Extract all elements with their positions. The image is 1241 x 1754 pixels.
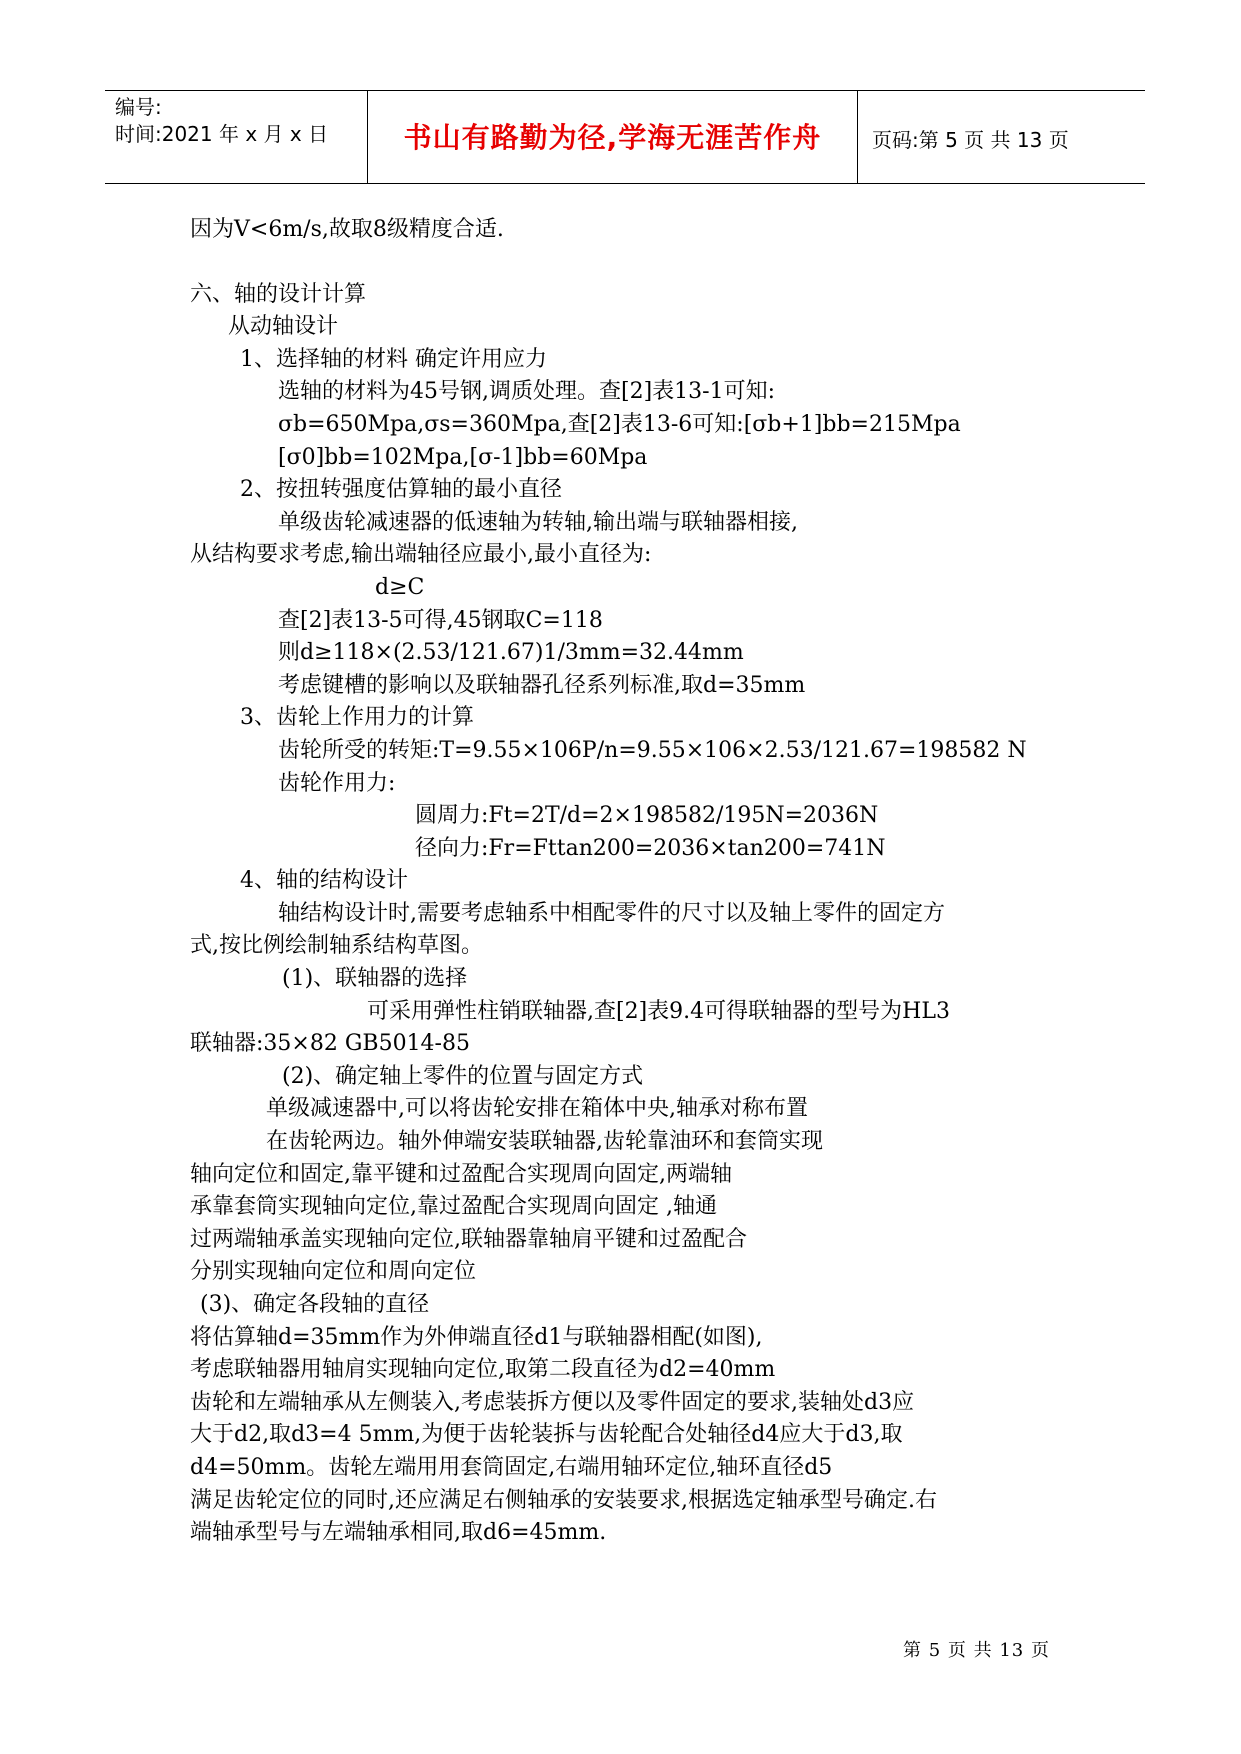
text-line: 单级减速器中,可以将齿轮安排在箱体中央,轴承对称布置 [266, 1096, 808, 1122]
formula-line: 齿轮所受的转矩:T=9.55×106P/n=9.55×106×2.53/121.67=198582 N [278, 737, 1027, 763]
formula-line: 则d≥118×(2.53/121.67)1/3mm=32.44mm [278, 640, 744, 666]
header-top-rule [105, 90, 1145, 91]
sub-item-heading: (3)、确定各段轴的直径 [200, 1292, 430, 1317]
text-line: 在齿轮两边。轴外伸端安装联轴器,齿轮靠油环和套筒实现 [266, 1129, 823, 1155]
document-body [190, 214, 1090, 1550]
page-footer: 第 5 页 共 13 页 [903, 1640, 1050, 1661]
header-info [115, 94, 328, 148]
item-heading: 1、选择轴的材料 确定许用应力 [240, 346, 547, 372]
text-line: 轴结构设计时,需要考虑轴系中相配零件的尺寸以及轴上零件的固定方 [278, 900, 945, 926]
section-heading: 六、轴的设计计算 [190, 281, 367, 307]
text-line: 分别实现轴向定位和周向定位 [190, 1259, 477, 1285]
text-line: 选轴的材料为45号钢,调质处理。查[2]表13-1可知: [278, 379, 775, 405]
header-number: 编号: [115, 95, 162, 119]
item-heading: 4、轴的结构设计 [240, 868, 408, 894]
text-line: 轴向定位和固定,靠平键和过盈配合实现周向固定,两端轴 [190, 1161, 732, 1187]
text-line: 考虑联轴器用轴肩实现轴向定位,取第二段直径为d2=40mm [190, 1357, 776, 1383]
formula-line: 径向力:Fr=Fttan200=2036×tan200=741N [415, 835, 886, 861]
text-line: 端轴承型号与左端轴承相同,取d6=45mm. [190, 1520, 607, 1546]
subsection-heading: 从动轴设计 [228, 314, 339, 340]
item-heading: 2、按扭转强度估算轴的最小直径 [240, 477, 562, 503]
text-line: 齿轮作用力: [278, 770, 396, 796]
text-line: 满足齿轮定位的同时,还应满足右侧轴承的安装要求,根据选定轴承型号确定.右 [190, 1487, 937, 1513]
text-line: 因为V<6m/s,故取8级精度合适. [190, 217, 504, 242]
item-heading: 3、齿轮上作用力的计算 [240, 705, 474, 731]
text-line: 单级齿轮减速器的低速轴为转轴,输出端与联轴器相接, [278, 509, 798, 535]
header-page-number: 页码:第 5 页 共 13 页 [872, 128, 1069, 152]
text-line: 齿轮和左端轴承从左侧装入,考虑装拆方便以及零件固定的要求,装轴处d3应 [190, 1389, 915, 1415]
text-line: 考虑键槽的影响以及联轴器孔径系列标准,取d=35mm [278, 672, 806, 698]
text-line: 将估算轴d=35mm作为外伸端直径d1与联轴器相配(如图), [190, 1324, 763, 1350]
text-line: [σ0]bb=102Mpa,[σ-1]bb=60Mpa [278, 444, 648, 470]
sub-item-heading: (2)、确定轴上零件的位置与固定方式 [282, 1063, 644, 1089]
text-line: 可采用弹性柱销联轴器,查[2]表9.4可得联轴器的型号为HL3 [367, 998, 950, 1024]
header-time: 时间:2021 年 x 月 x 日 [115, 122, 329, 146]
header-bottom-rule [105, 183, 1145, 184]
text-line: 从结构要求考虑,输出端轴径应最小,最小直径为: [190, 542, 652, 568]
text-line: 承靠套筒实现轴向定位,靠过盈配合实现周向固定 ,轴通 [190, 1194, 717, 1220]
text-line: d4=50mm。齿轮左端用用套筒固定,右端用轴环定位,轴环直径d5 [190, 1454, 833, 1480]
text-line: 式,按比例绘制轴系结构草图。 [190, 933, 483, 959]
formula-line: 圆周力:Ft=2T/d=2×198582/195N=2036N [415, 803, 879, 829]
text-line: 大于d2,取d3=4 5mm,为便于齿轮装拆与齿轮配合处轴径d4应大于d3,取 [190, 1422, 903, 1448]
text-line: 联轴器:35×82 GB5014-85 [190, 1031, 470, 1057]
sub-item-heading: (1)、联轴器的选择 [282, 966, 468, 992]
formula-line: d≥C [375, 574, 425, 600]
text-line: 过两端轴承盖实现轴向定位,联轴器靠轴肩平键和过盈配合 [190, 1226, 747, 1252]
text-line: 查[2]表13-5可得,45钢取C=118 [278, 607, 603, 633]
header-divider-right [857, 90, 858, 184]
header-motto: 书山有路勤为径,学海无涯苦作舟 [403, 121, 822, 154]
text-line: σb=650Mpa,σs=360Mpa,查[2]表13-6可知:[σb+1]bb=215Mpa [278, 411, 961, 437]
